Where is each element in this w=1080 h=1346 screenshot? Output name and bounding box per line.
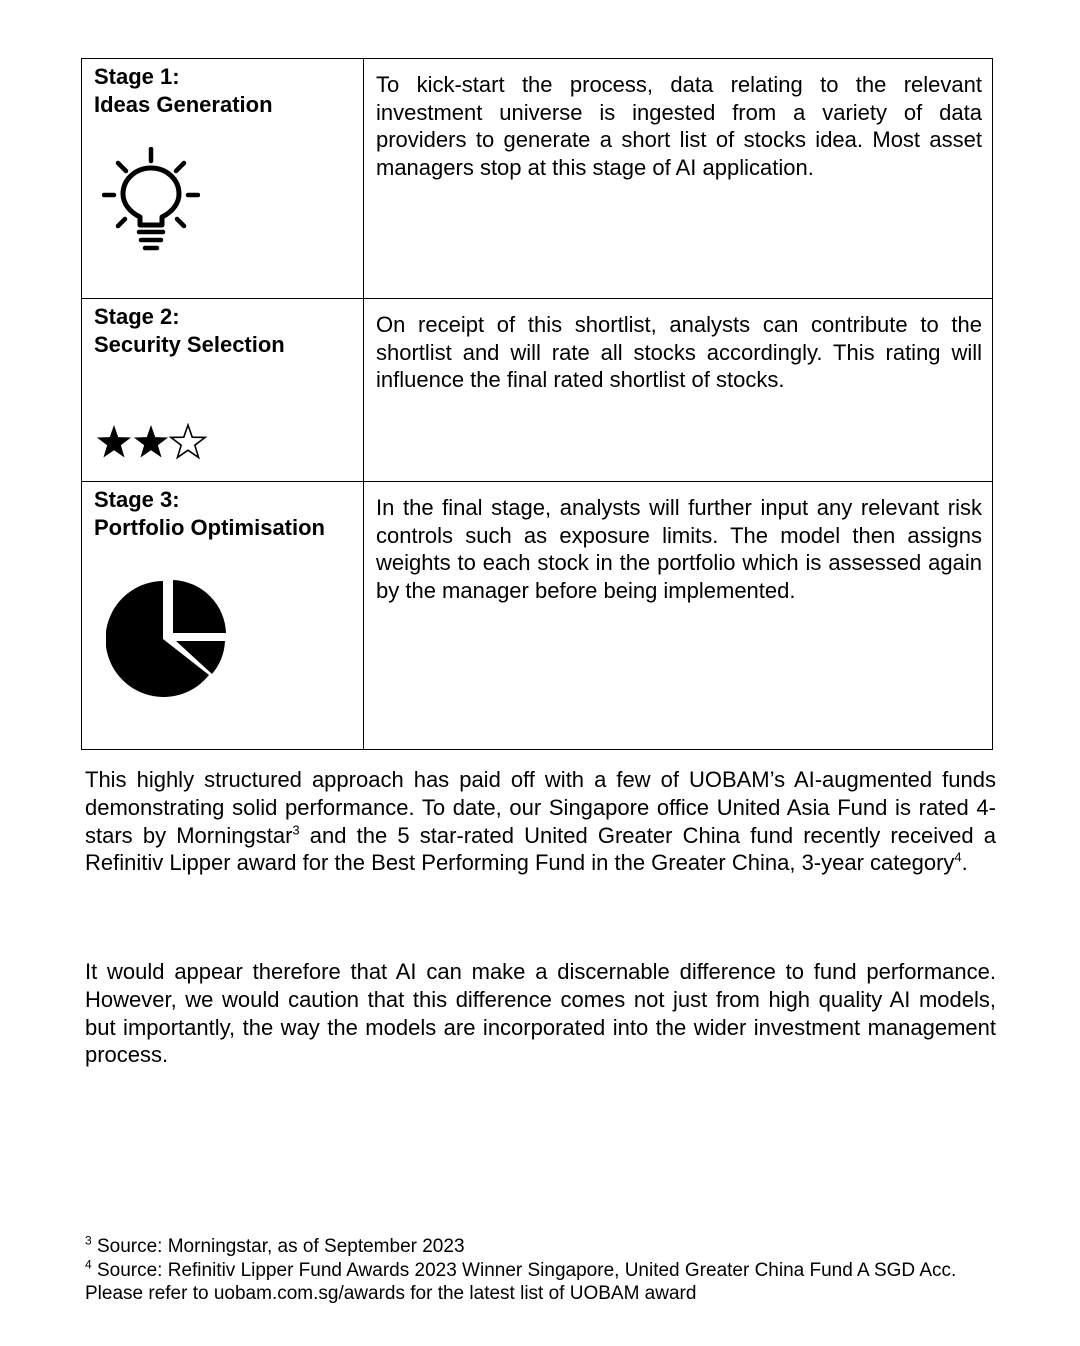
star-rating-icon: [96, 423, 208, 466]
footnote-4-text: Source: Refinitiv Lipper Fund Awards 2023 Winner Singapore, United Greater China Fund A SGD Acc.: [91, 1259, 957, 1281]
footnote-3-marker: 3: [85, 1233, 92, 1248]
lightbulb-icon: [102, 147, 200, 260]
performance-paragraph: [85, 766, 996, 877]
stage-2-name: Security Selection: [94, 332, 285, 357]
filled-star-icon: [134, 425, 168, 458]
conclusion-paragraph: It would appear therefore that AI can make a discernable difference to fund performance. However, we would caution that this difference comes not just from high quality AI models, but importantly, the way the models are incorporated into the wider investment management process.: [85, 959, 996, 1068]
performance-text-part2: and the 5 star-rated United Greater China fund recently received a Refinitiv Lipper award for the Best Performing Fund in the Greater China, 3-year category: [85, 822, 996, 876]
stage-2-label: Stage 2:: [94, 304, 180, 329]
stage-2-description-cell: [364, 299, 993, 482]
stage-1-label: Stage 1:: [94, 64, 180, 89]
stage-2-description: On receipt of this shortlist, analysts can contribute to the shortlist and will rate all stocks accordingly. This rating will influence the final rated shortlist of stocks.: [376, 312, 982, 392]
footnote-4-marker: 4: [85, 1257, 92, 1272]
footnote-awards-note: Please refer to uobam.com.sg/awards for the latest list of UOBAM award: [85, 1283, 697, 1304]
stage-1-name: Ideas Generation: [94, 92, 273, 117]
stage-row-1: [82, 59, 993, 299]
performance-text-part3: .: [961, 850, 968, 876]
stage-1-description-cell: [364, 59, 993, 299]
performance-text-part1: This highly structured approach has paid off with a few of UOBAM’s AI-augmented funds demonstrating solid performance. To date, our Singapore office United Asia Fund is rated 4-stars by Morningstar: [85, 767, 996, 848]
footnotes: [85, 1235, 985, 1306]
outline-star-icon: [171, 425, 205, 458]
stage-3-name: Portfolio Optimisation: [94, 515, 325, 540]
footnote-3-text: Source: Morningstar, as of September 2023: [91, 1236, 465, 1257]
stage-row-2: [82, 299, 993, 482]
stage-3-description: In the final stage, analysts will further input any relevant risk controls such as exposure limits. The model then assigns weights to each stock in the portfolio which is assessed again by the manager before being implemented.: [376, 495, 982, 603]
stages-table: [81, 58, 993, 750]
stage-2-header-cell: [82, 299, 364, 482]
stage-3-label: Stage 3:: [94, 487, 180, 512]
stage-3-description-cell: [364, 482, 993, 750]
stage-1-description: To kick-start the process, data relating to the relevant investment universe is ingested from a variety of data providers to generate a short list of stocks idea. Most asset managers stop at this stage of AI application.: [376, 72, 982, 180]
footnote-4: [85, 1259, 985, 1283]
footnote-3: [85, 1235, 985, 1259]
footnote-ref-3[interactable]: 3: [292, 822, 300, 838]
stage-3-header-cell: [82, 482, 364, 750]
stage-1-header-cell: [82, 59, 364, 299]
filled-star-icon: [97, 425, 131, 458]
footnote-ref-4[interactable]: 4: [954, 850, 962, 866]
stage-row-3: [82, 482, 993, 750]
pie-chart-icon: [106, 578, 228, 705]
